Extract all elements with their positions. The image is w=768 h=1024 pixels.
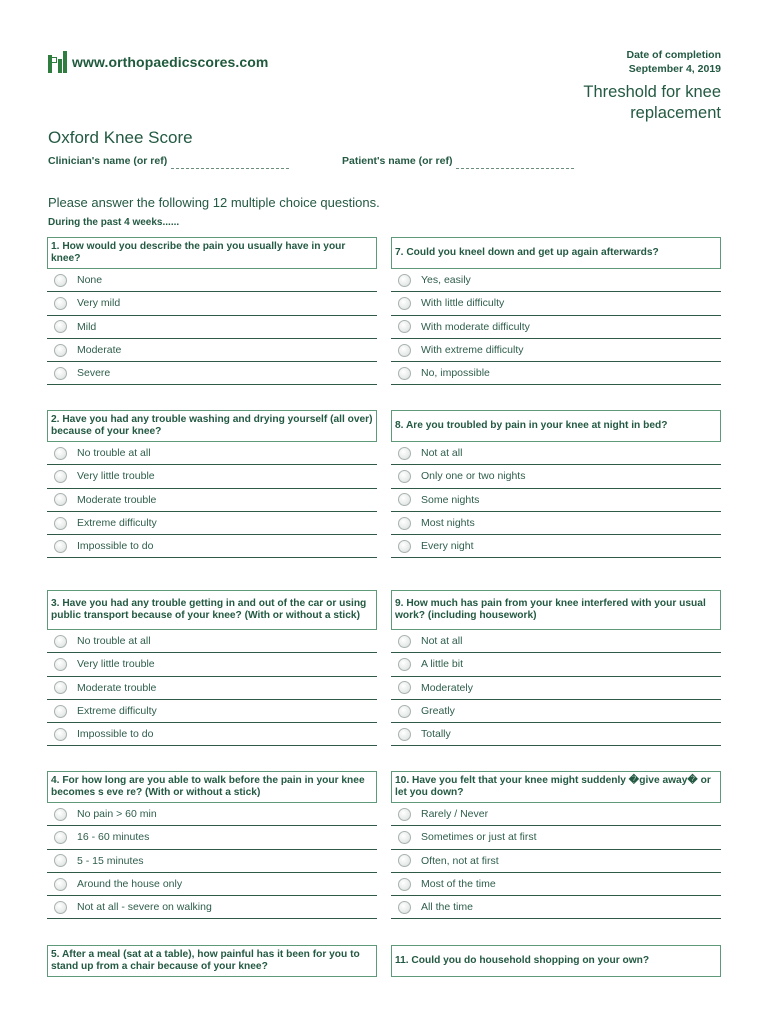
answer-option[interactable] [47, 512, 377, 535]
option-label: Totally [421, 728, 451, 741]
option-label: Most nights [421, 517, 475, 530]
radio-button[interactable] [54, 517, 67, 530]
answer-option[interactable] [47, 442, 377, 465]
option-label: All the time [421, 901, 473, 914]
answer-option[interactable] [47, 896, 377, 919]
question-5 [47, 945, 377, 977]
question-text: 2. Have you had any trouble washing and drying yourself (all over) because of your knee? [47, 410, 377, 442]
option-label: Most of the time [421, 878, 496, 891]
answer-option[interactable] [391, 269, 721, 292]
radio-button[interactable] [54, 831, 67, 844]
completion-date: September 4, 2019 [628, 63, 721, 75]
answer-option[interactable] [391, 489, 721, 512]
option-label: A little bit [421, 658, 464, 671]
option-label: Greatly [421, 705, 455, 718]
option-label: Very little trouble [77, 658, 155, 671]
question-10 [391, 771, 721, 919]
option-label: Impossible to do [77, 728, 154, 741]
radio-button[interactable] [54, 320, 67, 333]
answer-option[interactable] [391, 700, 721, 723]
question-text: 4. For how long are you able to walk before the pain in your knee becomes s eve re? (With or without a stick) [47, 771, 377, 803]
option-label: Moderate trouble [77, 681, 157, 694]
question-text: 8. Are you troubled by pain in your knee at night in bed? [391, 410, 721, 442]
answer-option[interactable] [47, 700, 377, 723]
radio-button[interactable] [398, 447, 411, 460]
option-label: No trouble at all [77, 447, 151, 460]
answer-option[interactable] [47, 339, 377, 362]
answer-option[interactable] [391, 873, 721, 896]
radio-button[interactable] [54, 878, 67, 891]
answer-option[interactable] [391, 803, 721, 826]
radio-button[interactable] [398, 470, 411, 483]
answer-option[interactable] [391, 677, 721, 700]
question-7 [391, 237, 721, 385]
radio-button[interactable] [54, 681, 67, 694]
answer-option[interactable] [391, 339, 721, 362]
radio-button[interactable] [54, 728, 67, 741]
patient-name-field[interactable] [456, 168, 574, 169]
option-label: Impossible to do [77, 540, 154, 553]
radio-button[interactable] [398, 878, 411, 891]
radio-button[interactable] [398, 493, 411, 506]
question-4 [47, 771, 377, 919]
clinician-name-row [48, 155, 289, 169]
option-label: Around the house only [77, 878, 183, 891]
clinician-name-label: Clinician's name (or ref) [48, 155, 168, 167]
completion-info [626, 48, 721, 76]
answer-option[interactable] [391, 896, 721, 919]
question-text: 3. Have you had any trouble getting in and out of the car or using public transport because of your knee? (With or without a stick) [47, 590, 377, 630]
option-label: Not at all [421, 447, 463, 460]
radio-button[interactable] [398, 274, 411, 287]
option-label: None [77, 274, 103, 287]
radio-button[interactable] [398, 854, 411, 867]
answer-option[interactable] [47, 465, 377, 488]
radio-button[interactable] [54, 344, 67, 357]
radio-button[interactable] [398, 681, 411, 694]
radio-button[interactable] [398, 705, 411, 718]
option-label: Often, not at first [421, 854, 499, 867]
answer-option[interactable] [391, 465, 721, 488]
option-label: Extreme difficulty [77, 517, 157, 530]
option-label: Every night [421, 540, 474, 553]
radio-button[interactable] [398, 635, 411, 648]
option-label: With extreme difficulty [421, 344, 524, 357]
radio-button[interactable] [398, 297, 411, 310]
question-text: 7. Could you kneel down and get up again afterwards? [391, 237, 721, 269]
option-label: Rarely / Never [421, 808, 489, 821]
answer-option[interactable] [47, 292, 377, 315]
radio-button[interactable] [54, 854, 67, 867]
option-label: No, impossible [421, 367, 490, 380]
option-label: Very little trouble [77, 470, 155, 483]
radio-button[interactable] [54, 540, 67, 553]
patient-name-label: Patient's name (or ref) [342, 155, 453, 167]
completion-label: Date of completion [626, 49, 721, 61]
radio-button[interactable] [398, 728, 411, 741]
option-label: No trouble at all [77, 635, 151, 648]
patient-name-row [342, 155, 574, 169]
answer-option[interactable] [391, 292, 721, 315]
radio-button[interactable] [398, 808, 411, 821]
answer-option[interactable] [391, 512, 721, 535]
question-2 [47, 410, 377, 558]
question-text: 1. How would you describe the pain you usually have in your knee? [47, 237, 377, 269]
radio-button[interactable] [398, 901, 411, 914]
option-label: 5 - 15 minutes [77, 854, 144, 867]
option-label: Moderate trouble [77, 493, 157, 506]
clinician-name-field[interactable] [171, 168, 289, 169]
answer-option[interactable] [47, 269, 377, 292]
option-label: Moderate [77, 344, 122, 357]
option-label: With moderate difficulty [421, 320, 530, 333]
answer-option[interactable] [391, 316, 721, 339]
answer-option[interactable] [47, 850, 377, 873]
option-label: Moderately [421, 681, 473, 694]
radio-button[interactable] [398, 517, 411, 530]
option-label: Some nights [421, 493, 480, 506]
website-link[interactable]: www.orthopaedicscores.com [72, 54, 269, 70]
question-text: 9. How much has pain from your knee interfered with your usual work? (including housework) [391, 590, 721, 630]
question-text: 10. Have you felt that your knee might suddenly �give away� or let you down? [391, 771, 721, 803]
option-label: 16 - 60 minutes [77, 831, 150, 844]
answer-option[interactable] [391, 723, 721, 746]
question-11 [391, 945, 721, 977]
answer-option[interactable] [391, 442, 721, 465]
answer-option[interactable] [47, 535, 377, 558]
form-title: Oxford Knee Score [48, 128, 193, 147]
answer-option[interactable] [391, 630, 721, 653]
bar-chart-logo-icon [48, 51, 68, 73]
radio-button[interactable] [54, 705, 67, 718]
answer-option[interactable] [391, 826, 721, 849]
radio-button[interactable] [54, 901, 67, 914]
answer-option[interactable] [47, 653, 377, 676]
option-label: Severe [77, 367, 111, 380]
answer-option[interactable] [391, 362, 721, 385]
question-3 [47, 590, 377, 746]
answer-option[interactable] [47, 826, 377, 849]
radio-button[interactable] [398, 367, 411, 380]
option-label: Very mild [77, 297, 121, 310]
radio-button[interactable] [54, 447, 67, 460]
option-label: Mild [77, 320, 97, 333]
time-period-note: During the past 4 weeks...... [48, 217, 180, 228]
radio-button[interactable] [54, 297, 67, 310]
option-label: With little difficulty [421, 297, 505, 310]
question-8 [391, 410, 721, 558]
answer-option[interactable] [47, 630, 377, 653]
answer-option[interactable] [391, 535, 721, 558]
option-label: Sometimes or just at first [421, 831, 537, 844]
radio-button[interactable] [54, 470, 67, 483]
question-text: 5. After a meal (sat at a table), how painful has it been for you to stand up from a chair because of your knee? [47, 945, 377, 977]
instructions: Please answer the following 12 multiple choice questions. [48, 195, 380, 210]
option-label: Extreme difficulty [77, 705, 157, 718]
radio-button[interactable] [398, 831, 411, 844]
question-text: 11. Could you do household shopping on your own? [391, 945, 721, 977]
answer-option[interactable] [47, 489, 377, 512]
answer-option[interactable] [47, 677, 377, 700]
radio-button[interactable] [398, 320, 411, 333]
option-label: Only one or two nights [421, 470, 526, 483]
question-9 [391, 590, 721, 746]
answer-option[interactable] [47, 362, 377, 385]
option-label: Not at all - severe on walking [77, 901, 212, 914]
radio-button[interactable] [54, 658, 67, 671]
document-title: Threshold for knee replacement [583, 83, 721, 122]
answer-option[interactable] [47, 873, 377, 896]
option-label: No pain > 60 min [77, 808, 157, 821]
radio-button[interactable] [398, 344, 411, 357]
question-1 [47, 237, 377, 385]
option-label: Not at all [421, 635, 463, 648]
option-label: Yes, easily [421, 274, 471, 287]
answer-option[interactable] [47, 723, 377, 746]
answer-option[interactable] [47, 316, 377, 339]
answer-option[interactable] [391, 850, 721, 873]
site-logo[interactable] [48, 51, 268, 73]
answer-option[interactable] [47, 803, 377, 826]
answer-option[interactable] [391, 653, 721, 676]
radio-button[interactable] [54, 493, 67, 506]
radio-button[interactable] [54, 808, 67, 821]
radio-button[interactable] [54, 274, 67, 287]
radio-button[interactable] [54, 635, 67, 648]
radio-button[interactable] [54, 367, 67, 380]
radio-button[interactable] [398, 658, 411, 671]
radio-button[interactable] [398, 540, 411, 553]
